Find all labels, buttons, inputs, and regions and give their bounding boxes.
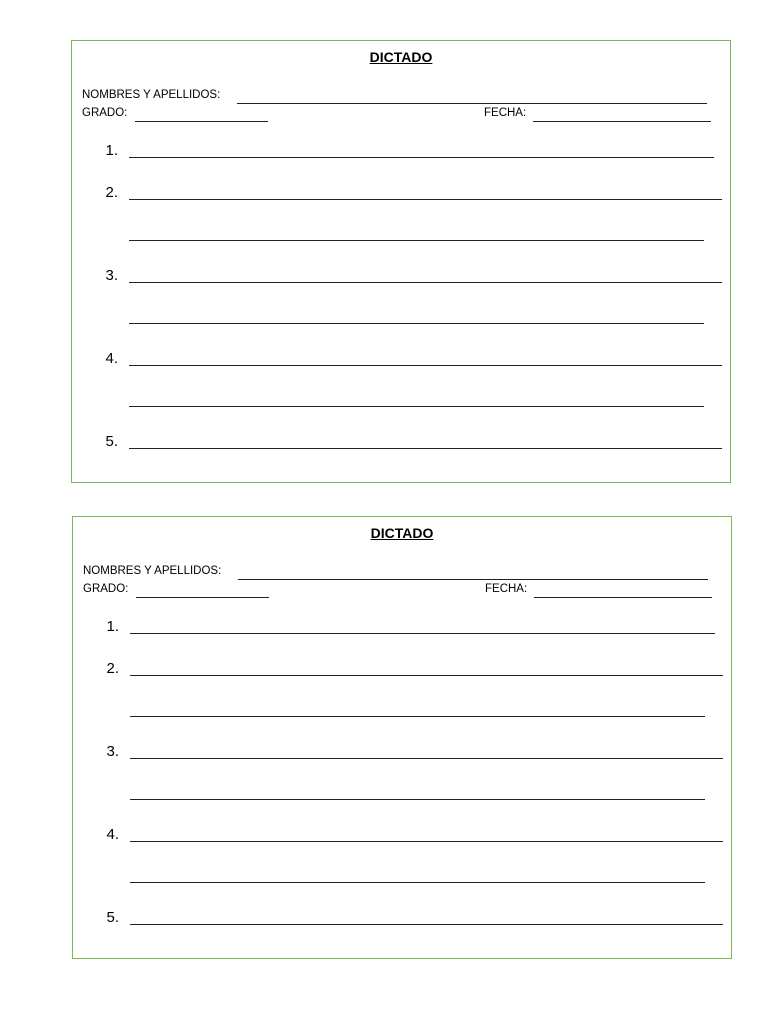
item-number: 1. bbox=[105, 142, 118, 159]
item-number: 4. bbox=[105, 350, 118, 367]
answer-line[interactable] bbox=[129, 323, 704, 324]
date-input-line[interactable] bbox=[534, 597, 712, 598]
item-number: 3. bbox=[105, 267, 118, 284]
item-number: 3. bbox=[106, 743, 119, 760]
answer-line[interactable] bbox=[130, 758, 723, 759]
card-title: DICTADO bbox=[370, 525, 434, 541]
date-input-line[interactable] bbox=[533, 121, 711, 122]
item-number: 1. bbox=[106, 618, 119, 635]
answer-line[interactable] bbox=[129, 282, 722, 283]
item-number: 2. bbox=[105, 184, 118, 201]
card-title: DICTADO bbox=[369, 49, 433, 65]
grade-label: GRADO: bbox=[83, 583, 129, 595]
date-label: FECHA: bbox=[485, 583, 528, 595]
grade-input-line[interactable] bbox=[136, 597, 269, 598]
answer-line[interactable] bbox=[129, 406, 704, 407]
grade-label: GRADO: bbox=[82, 107, 128, 119]
answer-line[interactable] bbox=[130, 841, 723, 842]
name-label: NOMBRES Y APELLIDOS: bbox=[82, 89, 221, 101]
answer-line[interactable] bbox=[130, 882, 705, 883]
answer-line[interactable] bbox=[130, 716, 705, 717]
name-input-line[interactable] bbox=[238, 579, 708, 580]
item-number: 5. bbox=[105, 433, 118, 450]
answer-line[interactable] bbox=[130, 924, 723, 925]
answer-line[interactable] bbox=[129, 157, 714, 158]
answer-line[interactable] bbox=[129, 199, 722, 200]
answer-line[interactable] bbox=[130, 799, 705, 800]
item-number: 5. bbox=[106, 909, 119, 926]
dictation-card bbox=[72, 516, 732, 959]
date-label: FECHA: bbox=[484, 107, 527, 119]
answer-line[interactable] bbox=[130, 675, 723, 676]
answer-line[interactable] bbox=[129, 365, 722, 366]
dictation-card bbox=[71, 40, 731, 483]
answer-line[interactable] bbox=[129, 240, 704, 241]
grade-input-line[interactable] bbox=[135, 121, 268, 122]
name-label: NOMBRES Y APELLIDOS: bbox=[83, 565, 222, 577]
item-number: 4. bbox=[106, 826, 119, 843]
answer-line[interactable] bbox=[130, 633, 715, 634]
item-number: 2. bbox=[106, 660, 119, 677]
answer-line[interactable] bbox=[129, 448, 722, 449]
name-input-line[interactable] bbox=[237, 103, 707, 104]
